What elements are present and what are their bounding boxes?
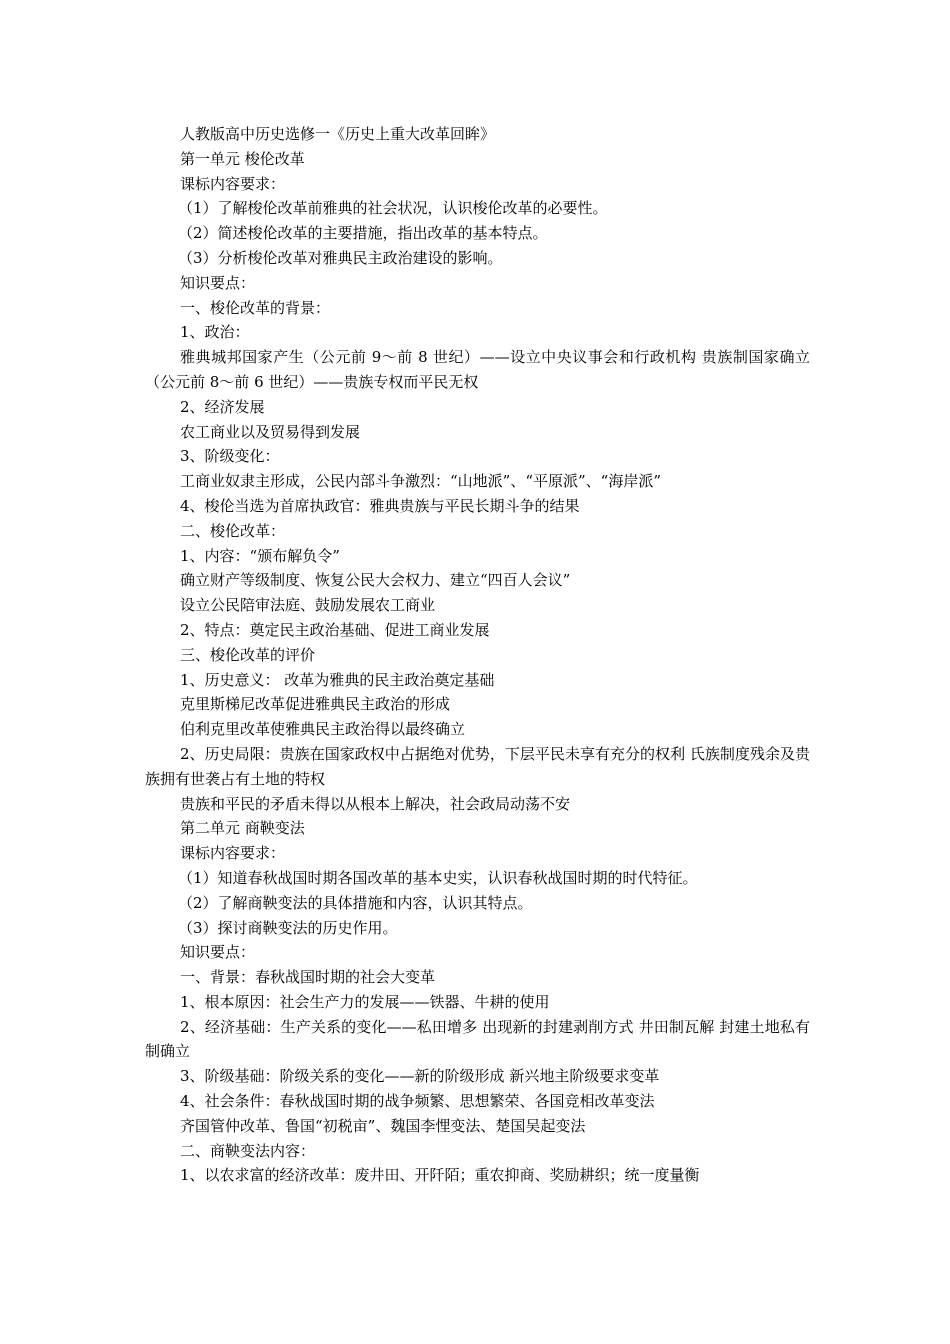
section-label: 知识要点：: [180, 943, 256, 962]
text-line: 贵族和平民的矛盾未得以从根本上解决，社会政局动荡不安: [180, 794, 571, 813]
text-line: 设立公民陪审法庭、鼓励发展农工商业: [180, 596, 436, 615]
section-label: 知识要点：: [180, 273, 256, 292]
text-line: 2、特点：奠定民主政治基础、促进工商业发展: [180, 620, 490, 639]
requirement-item: （1）知道春秋战国时期各国改革的基本史实，认识春秋战国时期的时代特征。: [178, 868, 698, 887]
unit-heading: 第一单元 梭伦改革: [180, 149, 305, 168]
text-line: 齐国管仲改革、鲁国“初税亩”、魏国李悝变法、楚国吴起变法: [180, 1116, 586, 1135]
text-line: 4、社会条件：春秋战国时期的战争频繁、思想繁荣、各国竞相改革变法: [180, 1092, 655, 1111]
section-heading: 三、梭伦改革的评价: [180, 645, 316, 664]
text-paragraph: 雅典城邦国家产生（公元前 9～前 8 世纪）——设立中央议事会和行政机构 贵族制国家确立（公元前 8～前 6 世纪）——贵族专权而平民无权: [145, 348, 810, 391]
document-title: 人教版高中历史选修一《历史上重大改革回眸》: [180, 125, 496, 143]
section-heading: 一、梭伦改革的背景：: [180, 298, 331, 317]
text-line: 4、梭伦当选为首席执政官：雅典贵族与平民长期斗争的结果: [180, 496, 580, 515]
text-line: 确立财产等级制度、恢复公民大会权力、建立“四百人会议”: [180, 571, 571, 590]
text-line: 农工商业以及贸易得到发展: [180, 422, 361, 441]
section-heading: 一、背景：春秋战国时期的社会大变革: [180, 968, 436, 987]
section-heading: 二、梭伦改革：: [180, 521, 286, 540]
text-line: 3、阶级变化：: [180, 447, 280, 466]
text-line: 1、内容：“颁布解负令”: [180, 546, 340, 565]
requirement-item: （2）了解商鞅变法的具体措施和内容，认识其特点。: [178, 893, 533, 912]
text-paragraph: 2、经济基础：生产关系的变化——私田增多 出现新的封建剥削方式 井田制瓦解 封建土地私有制确立: [145, 1017, 810, 1061]
section-label: 课标内容要求：: [180, 844, 286, 863]
text-line: 工商业奴隶主形成，公民内部斗争激烈：“山地派”、“平原派”、“海岸派”: [180, 472, 662, 491]
requirement-item: （2）简述梭伦改革的主要措施，指出改革的基本特点。: [178, 224, 548, 243]
section-heading: 二、商鞅变法内容：: [180, 1141, 316, 1160]
requirement-item: （3）探讨商鞅变法的历史作用。: [178, 918, 398, 937]
text-line: 1、历史意义： 改革为雅典的民主政治奠定基础: [180, 670, 495, 689]
text-line: 1、政治：: [180, 323, 250, 342]
text-line: 3、阶级基础：阶级关系的变化——新的阶级形成 新兴地主阶级要求变革: [180, 1067, 660, 1086]
requirement-item: （3）分析梭伦改革对雅典民主政治建设的影响。: [178, 248, 503, 267]
document-body: [145, 122, 810, 1188]
section-label: 课标内容要求：: [180, 174, 286, 193]
text-line: 1、根本原因：社会生产力的发展——铁器、牛耕的使用: [180, 992, 550, 1011]
text-line: 克里斯梯尼改革促进雅典民主政治的形成: [180, 695, 451, 714]
unit-heading: 第二单元 商鞅变法: [180, 819, 305, 838]
text-line: 2、经济发展: [180, 397, 265, 416]
requirement-item: （1）了解梭伦改革前雅典的社会状况，认识梭伦改革的必要性。: [178, 199, 608, 218]
text-paragraph: 2、历史局限：贵族在国家政权中占据绝对优势，下层平民未享有充分的权利 氏族制度残余及贵族拥有世袭占有土地的特权: [145, 744, 810, 788]
text-line: 伯利克里改革使雅典民主政治得以最终确立: [180, 720, 466, 739]
text-line: 1、以农求富的经济改革：废井田、开阡陌；重农抑商、奖励耕织；统一度量衡: [180, 1166, 700, 1185]
